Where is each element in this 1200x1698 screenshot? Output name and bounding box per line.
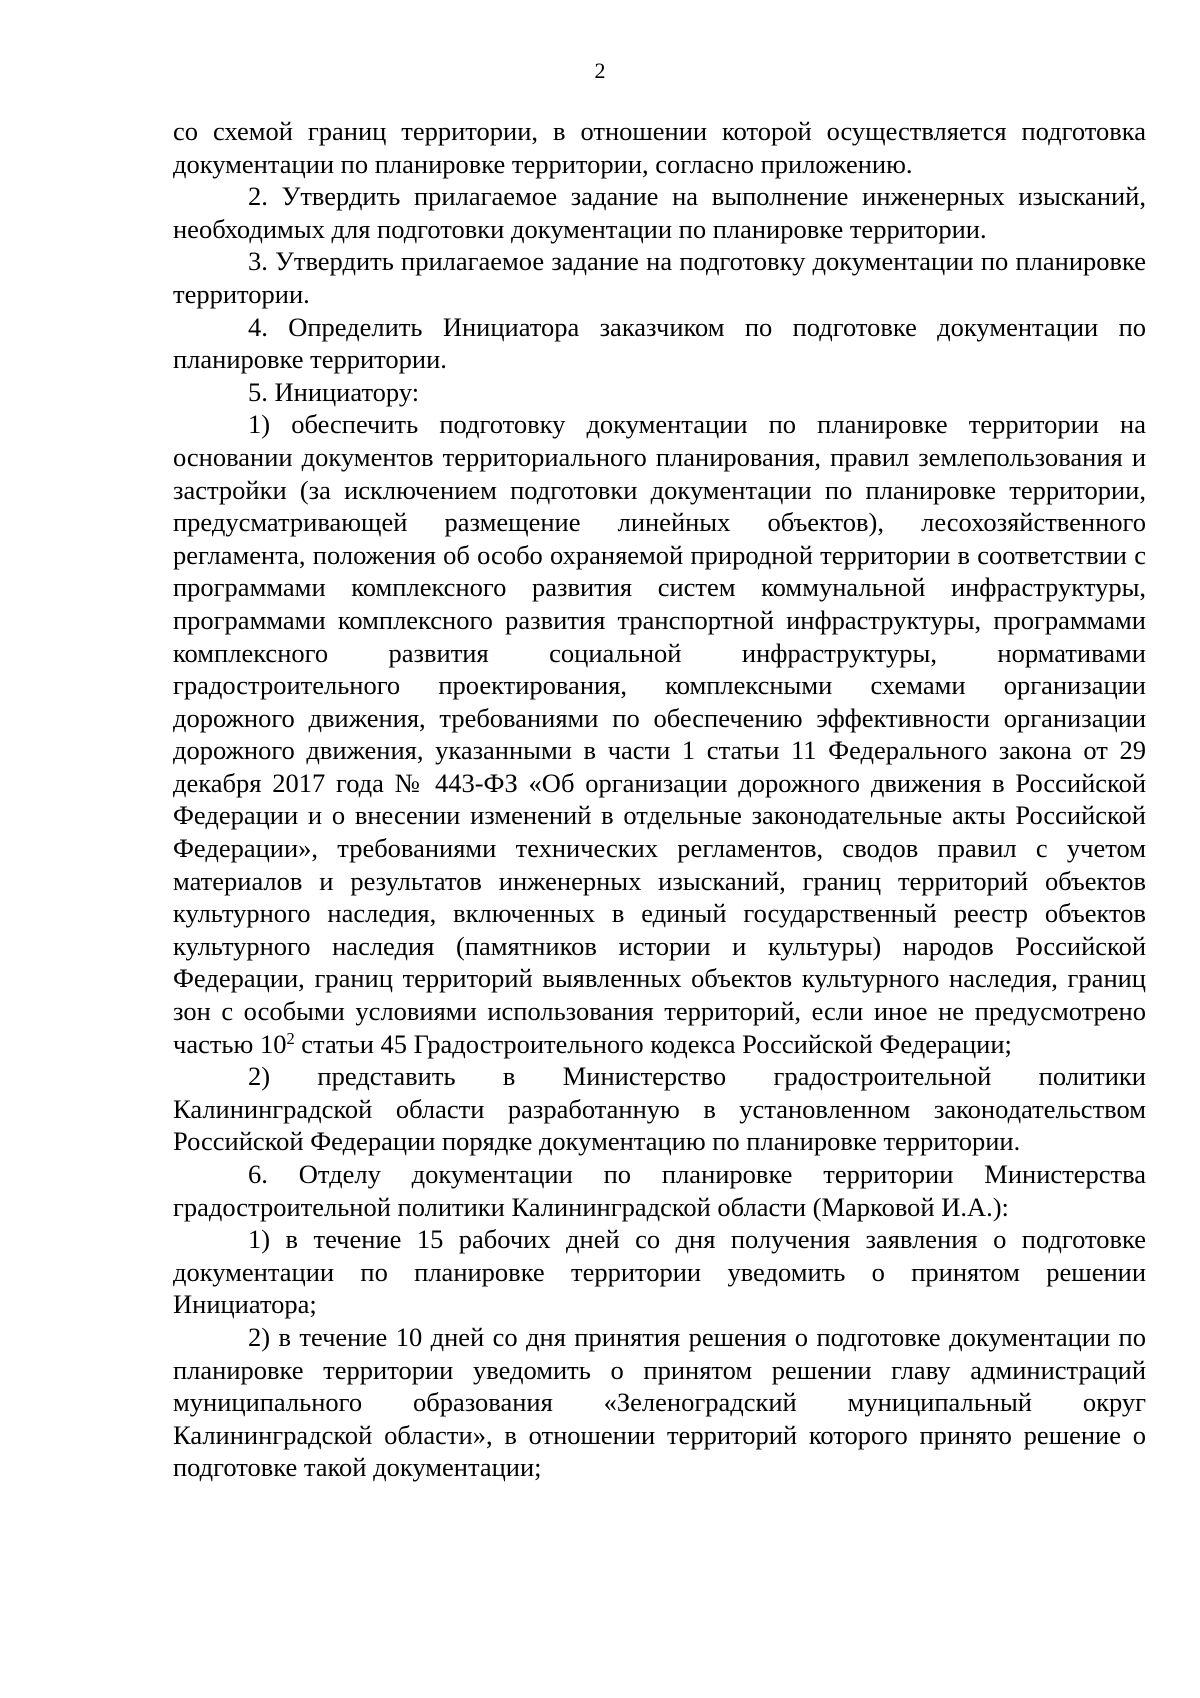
paragraph-item-5-1 — [173, 408, 1146, 1060]
paragraph-item-5-1-text-end: статьи 45 Градостроительного кодекса Российской Федерации; — [294, 1028, 1012, 1059]
paragraph-continuation: со схемой границ территории, в отношении которой осуществляется подготовка документации по планировке территории, согласно приложению. — [173, 116, 1146, 179]
paragraph-item-6: 6. Отделу документации по планировке территории Министерства градостроительной политики Калининградской области (Марковой И.А.): — [173, 1159, 1146, 1222]
paragraph-item-4: 4. Определить Инициатора заказчиком по подготовке документации по планировке территории. — [173, 311, 1146, 375]
paragraph-item-3: 3. Утвердить прилагаемое задание на подготовку документации по планировке территории. — [173, 246, 1146, 309]
paragraph-item-5: 5. Инициатору: — [248, 376, 420, 407]
paragraph-item-6-1: 1) в течение 15 рабочих дней со дня получения заявления о подготовке документации по планировке территории уведомить о принятом решении Инициатора; — [173, 1224, 1146, 1320]
paragraph-item-5-1-text: 1) обеспечить подготовку документации по планировке территории на основании документов территориального планирования, правил землепользования и застройки (за исключением подготовки документации по планировке территории, предусматривающей размещение линейных объектов), лесохозяйственного регламента, положения об особо охраняемой природной территории в соответствии с программами комплексного развития систем коммунальной инфраструктуры, программами комплексного развития транспортной инфраструктуры, программами комплексного развития социальной инфраструктуры, нормативами градостроительного проектирования, комплексными схемами организации дорожного движения, требованиями по обеспечению эффективности организации дорожного движения, указанными в части 1 статьи 11 Федерального закона от 29 декабря 2017 года № 443-ФЗ «Об организации дорожного движения в Российской Федерации и о внесении изменений в отдельные законодательные акты Российской Федерации», требованиями технических регламентов, сводов правил с учетом материалов и результатов инженерных изысканий, границ территорий объектов культурного наследия, включенных в единый государственный реестр объектов культурного наследия (памятников истории и культуры) народов Российской Федерации, границ территорий выявленных объектов культурного наследия, границ зон с особыми условиями использования территорий, если иное не предусмотрено частью 10 — [173, 409, 1146, 1059]
page-number: 2 — [594, 58, 606, 83]
paragraph-item-2: 2. Утвердить прилагаемое задание на выполнение инженерных изысканий, необходимых для подготовки документации по планировке территории. — [173, 181, 1146, 244]
superscript: 2 — [286, 1028, 295, 1048]
paragraph-item-5-2: 2) представить в Министерство градостроительной политики Калининградской области разработанную в установленном законодательством Российской Федерации порядке документацию по планировке территории. — [173, 1061, 1146, 1157]
document-body — [173, 115, 1146, 1484]
paragraph-item-6-2: 2) в течение 10 дней со дня принятия решения о подготовке документации по планировке территории уведомить о принятом решении главу администраций муниципального образования «Зеленоградский муниципальный округ Калининградской области», в отношении территорий которого принято решение о подготовке такой документации; — [173, 1321, 1146, 1483]
